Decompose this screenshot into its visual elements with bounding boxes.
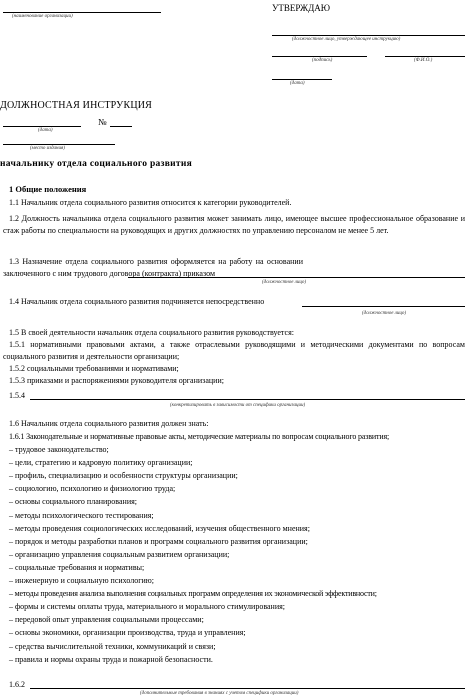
list-item: – инженерную и социальную психологию; — [9, 576, 154, 585]
doc-date-hint: (дата) — [38, 128, 53, 133]
list-item: – организацию управления социальным развитием организации; — [9, 549, 230, 559]
list-item: – социологию, психологию и физиологию труда; — [9, 484, 176, 494]
para-1-4: 1.4 Начальник отдела социального развития подчиняется непосредственно — [9, 297, 265, 306]
para-1-4-hint: (должностное лицо) — [362, 311, 407, 316]
para-1-5-2: 1.5.2 социальными требованиями и нормативами; — [9, 364, 179, 373]
list-item: – методы проведения социологических исследований, изучения общественного мнения; — [9, 523, 310, 533]
doc-date-line[interactable] — [3, 126, 81, 127]
list-item: – цели, стратегию и кадровую политику организации; — [9, 458, 193, 468]
para-1-3-hint: (должностное лицо) — [262, 280, 307, 285]
place-hint: (место издания) — [30, 146, 65, 151]
para-1-2: 1.2 Должность начальника отдела социального развития может занимать лицо, имеющее высшее профессиональное образование и стаж работы по специальности на руководящих и других должностях по управлению персоналом не менее 5 лет. — [3, 214, 465, 235]
approve-date-line[interactable] — [272, 79, 332, 80]
para-1-4-line[interactable] — [302, 306, 465, 307]
org-name-line[interactable] — [3, 12, 161, 13]
para-1-6: 1.6 Начальник отдела социального развития должен знать: — [9, 419, 209, 428]
para-1-6-2: 1.6.2 — [9, 680, 25, 689]
list-item: – правила и нормы охраны труда и пожарной безопасности. — [9, 654, 213, 664]
signature-hint: (подпись) — [312, 58, 333, 63]
list-item: – основы социального планирования; — [9, 497, 137, 507]
list-item: – средства вычислительной техники, коммуникаций и связи; — [9, 641, 216, 651]
approve-label: УТВЕРЖДАЮ — [272, 3, 331, 13]
para-1-6-1: 1.6.1 Законодательные и нормативные правовые акты, методические материалы по вопросам социального развития; — [9, 432, 390, 441]
place-line[interactable] — [3, 144, 115, 145]
para-1-6-2-line[interactable] — [30, 688, 465, 689]
para-1-5: 1.5 В своей деятельности начальник отдела социального развития руководствуется: — [9, 328, 294, 337]
doc-subject: начальнику отдела социального развития — [0, 159, 193, 169]
list-item: – социальные требования и нормативы; — [9, 562, 145, 572]
signature-line[interactable] — [272, 56, 367, 57]
number-sign: № — [98, 117, 107, 127]
para-1-3: 1.3 Назначение отдела социального развития оформляется на работу на основании заключенного с ним трудового договора (контракта) приказом — [3, 257, 303, 278]
fio-hint: (Ф.И.О.) — [414, 58, 433, 63]
approver-position-line[interactable] — [272, 35, 465, 36]
section-heading: 1 Общие положения — [9, 184, 87, 194]
list-item: – формы и системы оплаты труда, материального и морального стимулирования; — [9, 602, 286, 612]
doc-title: ДОЛЖНОСТНАЯ ИНСТРУКЦИЯ — [0, 100, 153, 111]
approve-date-hint: (дата) — [290, 81, 305, 86]
fio-line[interactable] — [385, 56, 465, 57]
para-1-3-line[interactable] — [128, 277, 465, 278]
list-item: – порядок и методы разработки планов и программ социального развития организации; — [9, 536, 308, 546]
para-1-5-4-line[interactable] — [30, 399, 465, 400]
list-item: – основы экономики, организации производства, труда и управления; — [9, 628, 246, 638]
para-1-5-4-hint: (конкретизировать в зависимости от специфики организации) — [170, 403, 306, 408]
list-item: – передовой опыт управления социальными процессами; — [9, 615, 204, 625]
list-item: – методы психологического тестирования; — [9, 510, 154, 520]
list-item: – трудовое законодательство; — [9, 445, 109, 454]
doc-number-line[interactable] — [110, 126, 132, 127]
para-1-1: 1.1 Начальник отдела социального развития относится к категории руководителей. — [9, 198, 292, 207]
para-1-5-4: 1.5.4 — [9, 391, 25, 400]
list-item: – методы проведения анализа выполнения социальных программ определения их экономической эффективности; — [9, 589, 377, 599]
para-1-5-1: 1.5.1 нормативными правовыми актами, а также отраслевыми руководящими и методическими документами по вопросам социального развития и деятельности организации; — [3, 340, 465, 361]
list-item: – профиль, специализацию и особенности структуры организации; — [9, 471, 238, 481]
para-1-6-2-hint: (дополнительные требования в знаниях с учетом специфики организации) — [140, 691, 299, 696]
approver-position-hint: (должностное лицо, утверждающее инструкцию) — [292, 37, 401, 42]
para-1-5-3: 1.5.3 приказами и распоряжениями руководителя организации; — [9, 376, 224, 385]
org-name-hint: (наименование организации) — [12, 14, 73, 19]
